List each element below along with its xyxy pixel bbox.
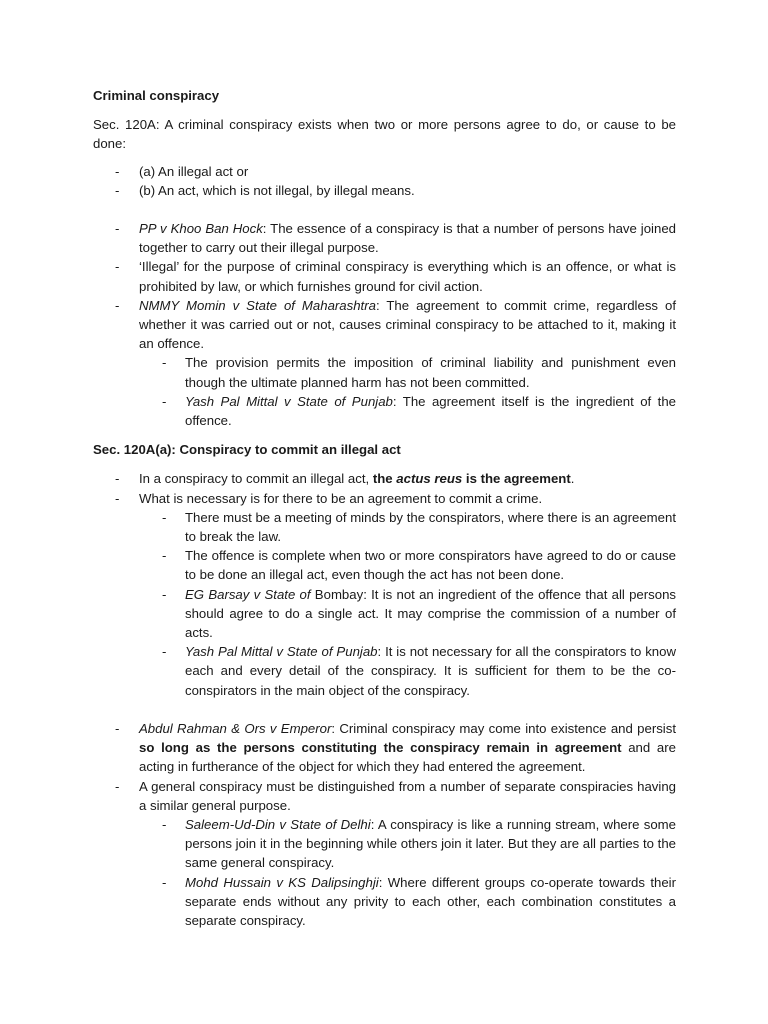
case-name: EG Barsay v State of [185, 586, 311, 602]
case-text: : The agreement to commit crime, regardless of whether it was carried out or not, causes criminal conspiracy to be attached to it, making it an offence. [139, 297, 676, 352]
list-item-nmmy [93, 296, 676, 430]
item-text: What is necessary is for there to be an agreement to commit a crime. [139, 490, 543, 506]
sublist-item [93, 392, 676, 430]
sublist-item [93, 642, 676, 700]
item-text: . [570, 471, 575, 487]
case-name: Yash Pal Mittal v State of Punjab [185, 644, 378, 660]
list-item [93, 469, 676, 488]
case-name: Saleem-Ud-Din v State of Delhi [185, 816, 371, 832]
list-item-abdul [93, 719, 676, 777]
case-name: Yash Pal Mittal v State of Punjab [185, 393, 393, 409]
page-title: Criminal conspiracy [93, 88, 220, 103]
bold-text: so long as the persons constituting the conspiracy remain in agreement [139, 740, 622, 756]
list-item: - (a) An illegal act or [93, 162, 676, 181]
case-name: NMMY Momin v State of Maharashtra [139, 297, 376, 313]
bold-text: is the agreement [462, 471, 571, 487]
sublist-item: - The offence is complete when two or more conspirators have agreed to do or cause to be done an illegal act, even though the act has not been done. [93, 546, 676, 584]
list-item [93, 489, 676, 700]
case-name: Mohd Hussain v KS Dalipsinghji [185, 874, 379, 890]
bold-italic-text: actus reus [396, 471, 463, 487]
section-heading-120aa: Sec. 120A(a): Conspiracy to commit an illegal act [93, 442, 401, 458]
case-text: : The essence of a conspiracy is that a number of persons have joined together to carry out their illegal purpose. [139, 221, 676, 256]
case-text: : Criminal conspiracy may come into existence and persist [331, 720, 676, 736]
sec-120aa-list [93, 469, 676, 699]
item-text: In a conspiracy to commit an illegal act, [139, 471, 373, 487]
sec-120a-list [93, 162, 676, 200]
general-conspiracy-list [93, 719, 676, 930]
list-item-illegal: - ‘Illegal’ for the purpose of criminal conspiracy is everything which is an offence, or what is prohibited by law, or which furnishes ground for civil action. [93, 257, 676, 295]
case-text: : Where different groups co-operate towards their separate ends without any privity to each other, each combination constitutes a separate conspiracy. [185, 874, 676, 928]
item-text: A general conspiracy must be distinguished from a number of separate conspiracies having a similar general purpose. [139, 778, 676, 813]
sublist-item: - There must be a meeting of minds by the conspirators, where there is an agreement to break the law. [93, 508, 676, 546]
case-text: and are acting in furtherance of the object for which they had entered the agreement. [139, 740, 676, 775]
case-text: : It is not necessary for all the conspirators to know each and every detail of the conspiracy. It is sufficient for them to be the co-conspirators in the main object of the conspiracy. [185, 644, 676, 698]
list-item-khoo [93, 219, 676, 257]
general-sublist [139, 815, 676, 930]
bold-text: the [372, 471, 397, 487]
list-item: - (b) An act, which is not illegal, by illegal means. [93, 181, 676, 200]
essence-list [93, 219, 676, 430]
sublist-item [93, 815, 676, 873]
list-item-general [93, 777, 676, 931]
case-name: Abdul Rahman & Ors v Emperor [139, 720, 332, 736]
nmmy-sublist [139, 353, 676, 430]
sublist-item [93, 873, 676, 931]
sublist-item [93, 585, 676, 643]
case-name: PP v Khoo Ban Hock [139, 221, 263, 237]
case-text: : A conspiracy is like a running stream, where some persons join it in the beginning while others join it later. But they are all parties to the same general conspiracy. [185, 816, 676, 871]
sublist-item: - The provision permits the imposition of criminal liability and punishment even though the ultimate planned harm has not been committed. [93, 353, 676, 391]
case-text: Bombay: It is not an ingredient of the offence that all persons should agree to do a single act. It may comprise the commission of a number of acts. [185, 586, 676, 641]
sec-120a-definition: Sec. 120A: A criminal conspiracy exists when two or more persons agree to do, or cause to be done: [93, 117, 676, 152]
case-text: : The agreement itself is the ingredient of the offence. [185, 393, 676, 429]
agreement-sublist [139, 508, 676, 700]
